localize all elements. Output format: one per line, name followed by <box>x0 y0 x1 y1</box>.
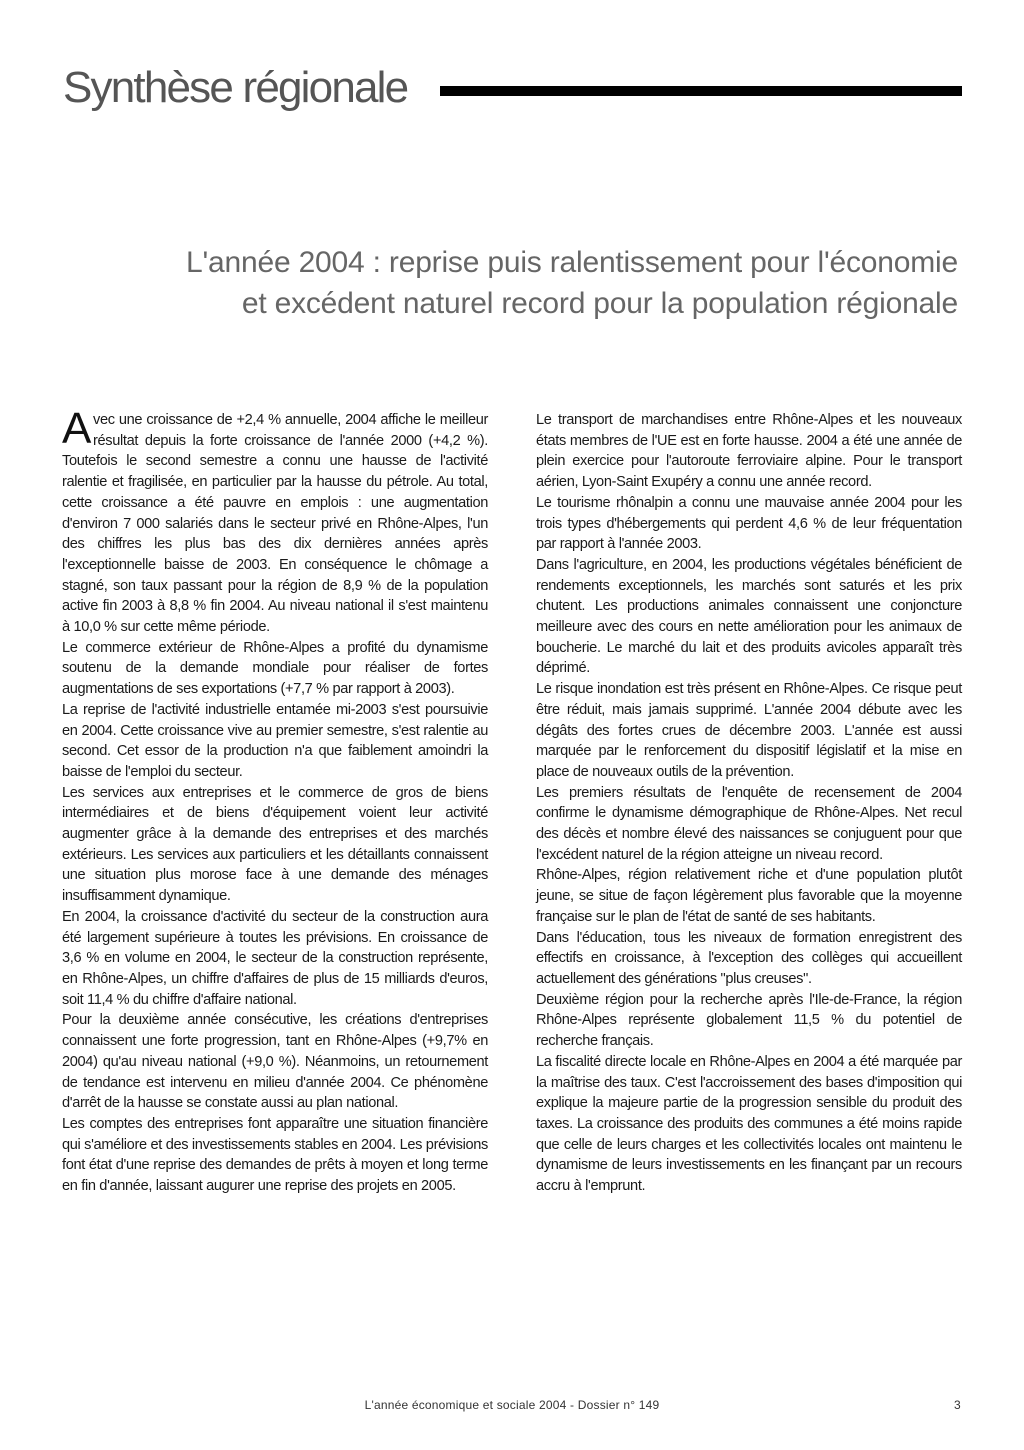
paragraph: Pour la deuxième année consécutive, les créations d'entreprises connaissent une forte progression, tant en Rhône-Alpes (+9,7% en 2004) qu'au niveau national (+9,0 %). Néanmoins, un retournement de tendance est intervenu en milieu d'année 2004. Ce phénomène d'arrêt de la hausse se constate aussi au plan national. <box>62 1012 488 1112</box>
paragraph: Le transport de marchandises entre Rhône-Alpes et les nouveaux états membres de l'UE est en forte hausse. 2004 a été une année de plein exercice pour l'autoroute ferroviaire alpine. Pour le transport aérien, Lyon-Saint Exupéry a connu une année record. <box>536 412 962 491</box>
paragraph: Les comptes des entreprises font apparaître une situation financière qui s'améliore et des investissements stables en 2004. Les prévisions font état d'une reprise des demandes de prêts à moyen et long terme en fin d'année, laissant augurer une reprise des projets en 2005. <box>62 1115 488 1195</box>
paragraph: En 2004, la croissance d'activité du secteur de la construction aura été largement supérieure à toutes les prévisions. En croissance de 3,6 % en volume en 2004, le secteur de la construction représente, en Rhône-Alpes, un chiffre d'affaires de plus de 15 milliards d'euros, soit 11,4 % du chiffre d'affaire national. <box>62 908 488 1008</box>
drop-cap: A <box>62 404 91 453</box>
title-rule <box>440 86 962 96</box>
paragraph: Deuxième région pour la recherche après l'Ile-de-France, la région Rhône-Alpes représente globalement 11,5 % du potentiel de recherche français. <box>536 991 962 1050</box>
paragraph: Les services aux entreprises et le commerce de gros de biens intermédiaires et de biens d'équipement voient leur activité augmenter grâce à la demande des entreprises et des marchés extérieurs. Les services aux particuliers et les détaillants connaissent une situation plus morose face à une demande des ménages insuffisamment dynamique. <box>62 784 488 905</box>
paragraph <box>62 404 488 638</box>
paragraph: Rhône-Alpes, région relativement riche et d'une population plutôt jeune, se situe de façon légèrement plus favorable que la moyenne française sur le plan de l'état de santé de ses habitants. <box>536 867 962 925</box>
right-column <box>536 410 962 1197</box>
page-title: Synthèse régionale <box>63 63 408 112</box>
paragraph: La reprise de l'activité industrielle entamée mi-2003 s'est poursuivie en 2004. Cette croissance vive au premier semestre, s'est ralentie au second. Cet essor de la production n'a que faiblement amoindri la baisse de l'emploi du secteur. <box>62 701 488 780</box>
subtitle-line-2: et excédent naturel record pour la population régionale <box>241 287 958 320</box>
subtitle <box>98 242 958 324</box>
paragraph-text: vec une croissance de +2,4 % annuelle, 2004 affiche le meilleur résultat depuis la forte croissance de l'année 2000 (+4,2 %). Toutefois le second semestre a connu une hausse de l'activité ralentie et fragilisée, en particulier par la hausse du pétrole. Au total, cette croissance a été pauvre en emplois : une augmentation d'environ 7 000 salariés dans le secteur privé en Rhône-Alpes, l'un des chiffres les plus bas des dix dernières années après l'exceptionnelle baisse de 2003. En conséquence le chômage a stagné, son taux passant pour la région de 8,9 % de la population active fin 2003 à 8,8 % fin 2004. Au niveau national il s'est maintenu à 10,0 % sur cette même période. <box>62 412 488 636</box>
paragraph: Le tourisme rhônalpin a connu une mauvaise année 2004 pour les trois types d'hébergements qui perdent 4,6 % de leur fréquentation par rapport à l'année 2003. <box>536 494 962 553</box>
paragraph: Dans l'éducation, tous les niveaux de formation enregistrent des effectifs en croissance, à l'exception des collèges qui accueillent actuellement des générations "plus creuses". <box>536 929 962 987</box>
footer-text: L'année économique et sociale 2004 - Dossier n° 149 <box>364 1398 660 1412</box>
paragraph: Les premiers résultats de l'enquête de recensement de 2004 confirme le dynamisme démographique de Rhône-Alpes. Net recul des décès et nombre élevé des naissances se conjuguent pour que l'excédent naturel de la région atteigne un niveau record. <box>536 784 962 863</box>
subtitle-line-1: L'année 2004 : reprise puis ralentissement pour l'économie <box>186 246 958 279</box>
paragraph: Le risque inondation est très présent en Rhône-Alpes. Ce risque peut être réduit, mais jamais supprimé. L'année 2004 débute avec les dégâts des fortes crues de décembre 2003. L'année est aussi marquée par le renforcement du dispositif législatif et la mise en place de nouveaux outils de la prévention. <box>536 681 962 780</box>
paragraph: Dans l'agriculture, en 2004, les productions végétales bénéficient de rendements exceptionnels, les marchés sont saturés et les prix chutent. Les productions animales connaissent une conjoncture meilleure avec des cours en nette amélioration pour les animaux de boucherie. Le marché du lait et des produits avicoles apparaît très déprimé. <box>536 556 962 677</box>
paragraph: La fiscalité directe locale en Rhône-Alpes en 2004 a été marquée par la maîtrise des taux. C'est l'accroissement des bases d'imposition qui explique la majeure partie de la progression sensible du produit des taxes. La croissance des produits des communes a été moins rapide que celle de leurs charges et les collectivités locales ont maintenu le dynamisme de leurs investissements en les finançant par un recours accru à l'emprunt. <box>536 1053 962 1195</box>
page-number: 3 <box>954 1398 961 1412</box>
paragraph: Le commerce extérieur de Rhône-Alpes a profité du dynamisme soutenu de la demande mondiale pour réaliser de fortes augmentations de ses exportations (+7,7 % par rapport à 2003). <box>62 639 488 698</box>
left-column <box>62 404 488 1197</box>
